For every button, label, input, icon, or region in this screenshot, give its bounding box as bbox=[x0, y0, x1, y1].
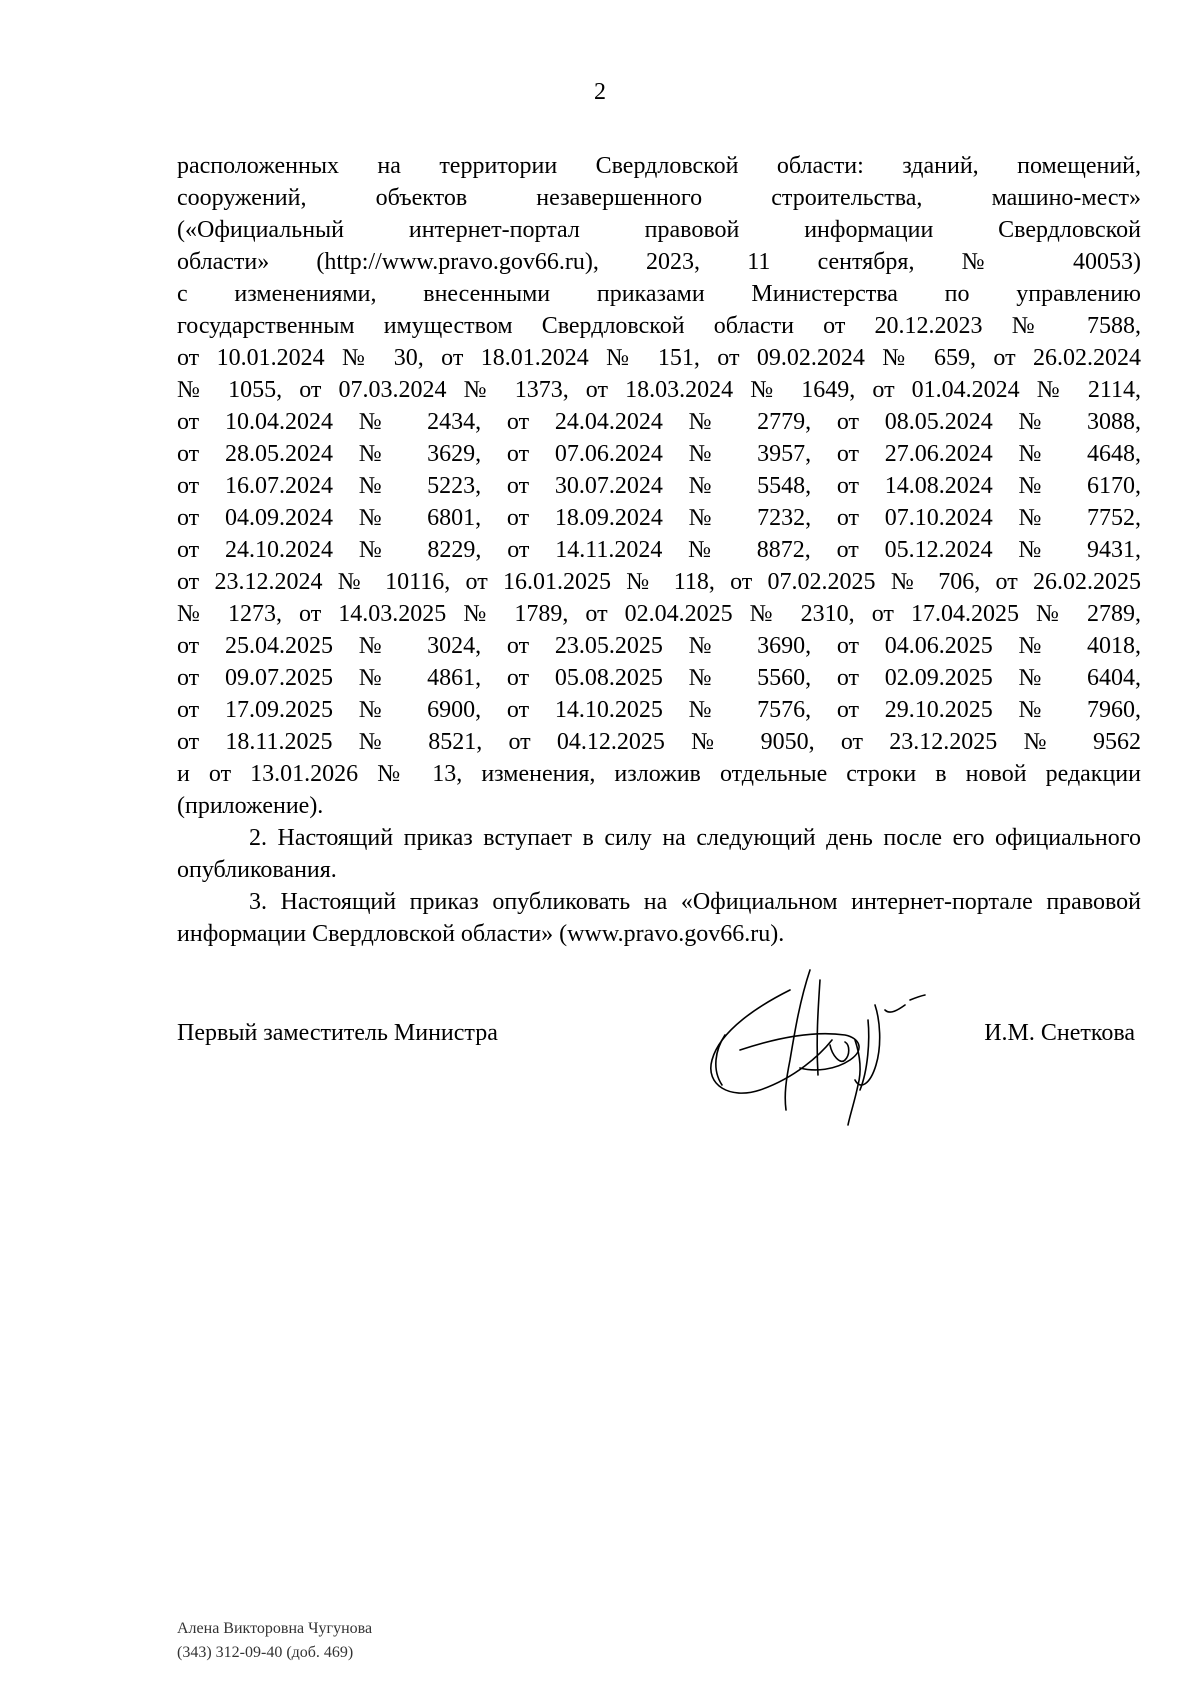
paragraph-1-line: от 24.10.2024 № 8229, от 14.11.2024 № 8872, от 05.12.2024 № 9431, bbox=[177, 537, 1141, 563]
signer-name: И.М. Снеткова bbox=[984, 1020, 1135, 1046]
paragraph-1-line: от 23.12.2024 № 10116, от 16.01.2025 № 118, от 07.02.2025 № 706, от 26.02.2025 bbox=[177, 569, 1141, 595]
paragraph-1-line: расположенных на территории Свердловской области: зданий, помещений, bbox=[177, 153, 1141, 179]
paragraph-1-line: и от 13.01.2026 № 13, изменения, изложив отдельные строки в новой редакции bbox=[177, 761, 1141, 787]
page-number: 2 bbox=[594, 79, 606, 105]
signature-block bbox=[177, 1020, 1141, 1060]
paragraph-1-line: (приложение). bbox=[177, 793, 324, 819]
paragraph-1-line: от 25.04.2025 № 3024, от 23.05.2025 № 3690, от 04.06.2025 № 4018, bbox=[177, 633, 1141, 659]
paragraph-1-line: № 1055, от 07.03.2024 № 1373, от 18.03.2024 № 1649, от 01.04.2024 № 2114, bbox=[177, 377, 1141, 403]
paragraph-1-line: от 04.09.2024 № 6801, от 18.09.2024 № 7232, от 07.10.2024 № 7752, bbox=[177, 505, 1141, 531]
paragraph-1-line: от 18.11.2025 № 8521, от 04.12.2025 № 9050, от 23.12.2025 № 9562 bbox=[177, 729, 1141, 755]
paragraph-1-line: («Официальный интернет-портал правовой информации Свердловской bbox=[177, 217, 1141, 243]
paragraph-1-line: от 09.07.2025 № 4861, от 05.08.2025 № 5560, от 02.09.2025 № 6404, bbox=[177, 665, 1141, 691]
paragraph-1-line: области» (http://www.pravo.gov66.ru), 2023, 11 сентября, № 40053) bbox=[177, 249, 1141, 275]
paragraph-2: 2. Настоящий приказ вступает в силу на следующий день после его официального опубликования. bbox=[177, 825, 1141, 883]
contact-name: Алена Викторовна Чугунова bbox=[177, 1620, 373, 1637]
contact-info bbox=[177, 1617, 372, 1665]
paragraph-1-line: № 1273, от 14.03.2025 № 1789, от 02.04.2025 № 2310, от 17.04.2025 № 2789, bbox=[177, 601, 1141, 627]
paragraph-1 bbox=[177, 150, 1141, 822]
handwritten-signature bbox=[700, 960, 950, 1130]
paragraph-1-line: государственным имуществом Свердловской области от 20.12.2023 № 7588, bbox=[177, 313, 1141, 339]
document-body bbox=[177, 150, 1141, 950]
signer-title: Первый заместитель Министра bbox=[177, 1020, 498, 1046]
paragraph-1-line: от 10.01.2024 № 30, от 18.01.2024 № 151, от 09.02.2024 № 659, от 26.02.2024 bbox=[177, 345, 1141, 371]
paragraph-3: 3. Настоящий приказ опубликовать на «Официальном интернет-портале правовой информации Свердловской области» (www.pravo.gov66.ru). bbox=[177, 889, 1141, 947]
paragraph-1-line: от 16.07.2024 № 5223, от 30.07.2024 № 5548, от 14.08.2024 № 6170, bbox=[177, 473, 1141, 499]
paragraph-1-line: от 28.05.2024 № 3629, от 07.06.2024 № 3957, от 27.06.2024 № 4648, bbox=[177, 441, 1141, 467]
paragraph-1-line: сооружений, объектов незавершенного строительства, машино-мест» bbox=[177, 185, 1141, 211]
paragraph-1-line: от 10.04.2024 № 2434, от 24.04.2024 № 2779, от 08.05.2024 № 3088, bbox=[177, 409, 1141, 435]
paragraph-1-line: от 17.09.2025 № 6900, от 14.10.2025 № 7576, от 29.10.2025 № 7960, bbox=[177, 697, 1141, 723]
paragraph-1-line: с изменениями, внесенными приказами Министерства по управлению bbox=[177, 281, 1141, 307]
contact-phone: (343) 312-09-40 (доб. 469) bbox=[177, 1644, 354, 1661]
